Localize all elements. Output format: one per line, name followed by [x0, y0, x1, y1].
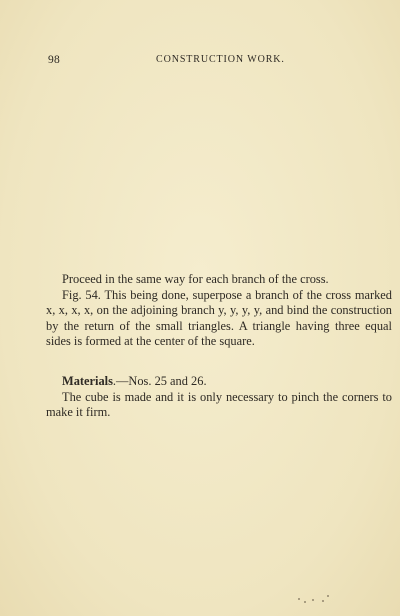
- paper-speck: [298, 598, 300, 600]
- paragraph-instructions: [46, 272, 392, 350]
- paper-speck: [312, 599, 314, 601]
- running-title: CONSTRUCTION WORK.: [156, 54, 285, 65]
- paragraph-cube: The cube is made and it is only necessary to pinch the corners to make it firm.: [46, 389, 392, 420]
- materials-line: [46, 374, 392, 390]
- paper-speck: [322, 600, 324, 602]
- page-number: 98: [48, 54, 61, 66]
- paragraph-line-proceed: Proceed in the same way for each branch of the cross.: [62, 272, 329, 286]
- paragraph-fig-54: Fig. 54. This being done, superpose a branch of the cross marked x, x, x, x, on the adjoining branch y, y, y, y, and bind the construction by the return of the small triangles. A triangle having three equal sides is formed at the center of the square.: [46, 287, 392, 349]
- paper-speck: [304, 601, 306, 603]
- materials-label: Materials: [62, 374, 113, 388]
- paragraph-materials: [46, 374, 392, 421]
- paper-speck: [327, 595, 329, 597]
- page-header: [48, 54, 340, 70]
- materials-numbers: .—Nos. 25 and 26.: [112, 374, 207, 388]
